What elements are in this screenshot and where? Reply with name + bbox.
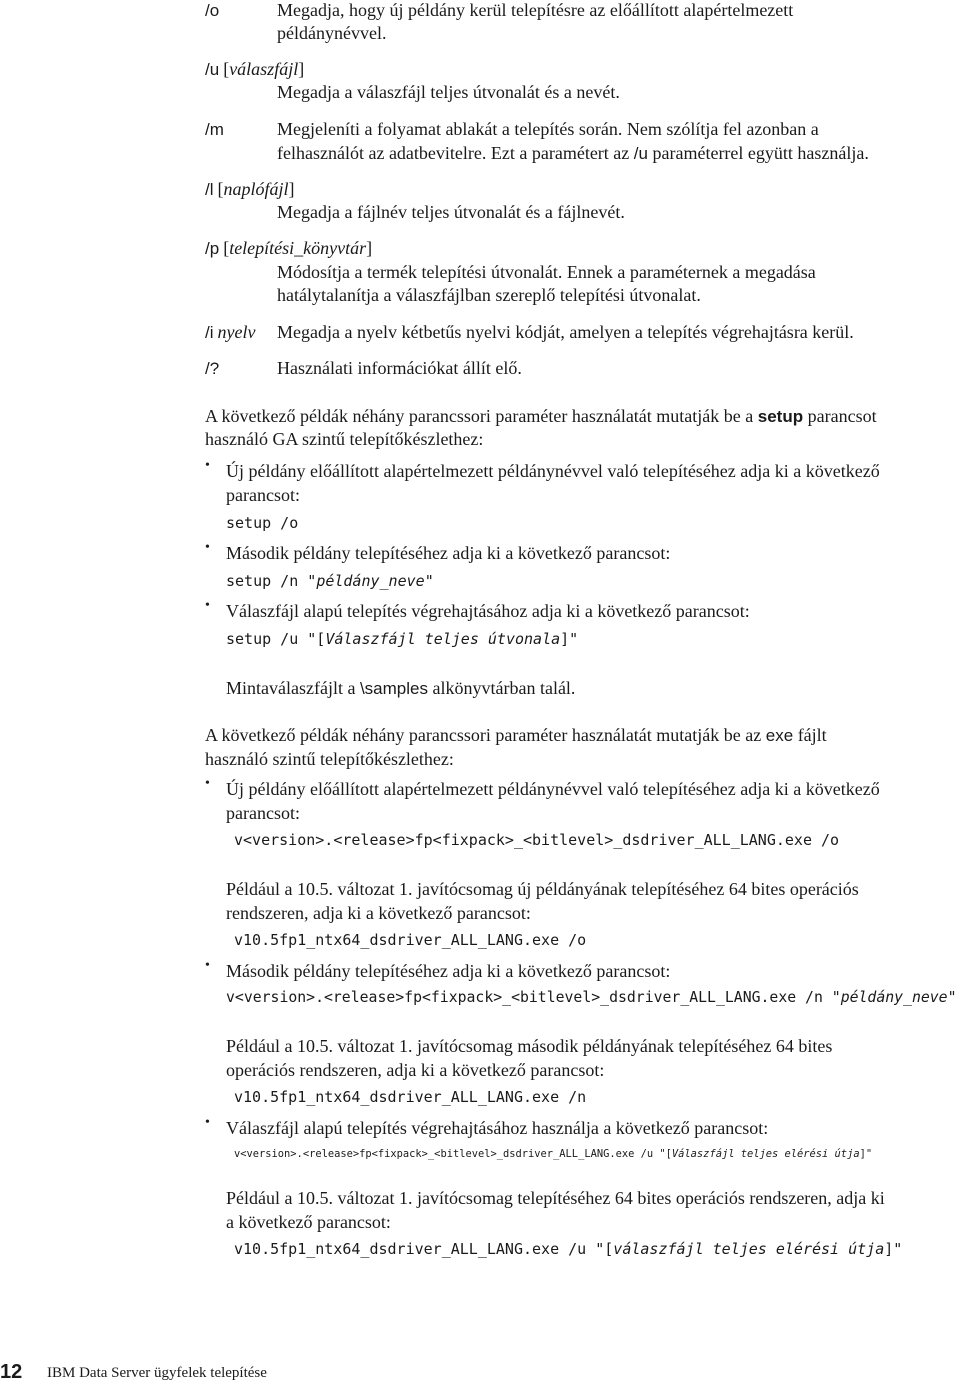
exe-b1-example-2: rendszeren, adja ki a következő parancsot:	[226, 903, 531, 923]
param-p-desc-1: Módosítja a termék telepítési útvonalát. Ennek a paraméternek a megadása	[277, 262, 816, 282]
param-i-term	[205, 319, 255, 347]
footer-title: IBM Data Server ügyfelek telepítése	[47, 1365, 267, 1381]
setup-b1-text-2: parancsot:	[226, 485, 300, 505]
exe-b3-example-2: a következő parancsot:	[226, 1212, 391, 1232]
samples-note-a: Mintaválaszfájlt a	[226, 678, 360, 698]
setup-command-name: setup	[757, 407, 804, 426]
exe-b3-example-code	[234, 1239, 902, 1259]
param-help-flag: /?	[205, 359, 220, 378]
page-number: 12	[0, 1361, 23, 1383]
setup-b2-text: Második példány telepítéséhez adja ki a következő parancsot:	[226, 543, 671, 563]
exe-b1-example-code: v10.5fp1_ntx64_dsdriver_ALL_LANG.exe /o	[234, 931, 587, 949]
param-u-arg: válaszfájl	[229, 59, 299, 79]
setup-b3-code-a: setup /u "[	[226, 630, 326, 648]
param-m-flag: /m	[205, 120, 224, 139]
bullet-icon: •	[205, 776, 210, 791]
exe-b3-code	[234, 1146, 872, 1162]
param-o-desc-1: Megadja, hogy új példány kerül telepítésre az előállított alapértelmezett	[277, 0, 794, 20]
exe-b3-code-a: v<version>.<release>fp<fixpack>_<bitlevel>_dsdriver_ALL_LANG.exe /u "[	[234, 1148, 672, 1160]
param-i-arg: nyelv	[217, 322, 256, 342]
param-u-desc: Megadja a válaszfájl teljes útvonalát és a nevét.	[277, 82, 620, 102]
setup-b1-text-1: Új példány előállított alapértelmezett példánynévvel való telepítéséhez adja ki a következő	[226, 461, 880, 481]
bullet-icon: •	[205, 1115, 210, 1130]
setup-b2-code-arg: példány_neve	[316, 572, 425, 590]
setup-b2-code	[226, 571, 434, 591]
bullet-icon: •	[205, 958, 210, 973]
exe-intro-line-2: használó szintű telepítőkészlethez:	[205, 749, 454, 769]
param-u-open: [	[223, 59, 230, 79]
param-i-flag: /i	[205, 323, 214, 342]
exe-b1-code: v<version>.<release>fp<fixpack>_<bitlevel>_dsdriver_ALL_LANG.exe /o	[234, 831, 840, 849]
param-m-desc-flag: /u	[633, 144, 648, 163]
exe-b2-code-b: "	[947, 989, 957, 1006]
exe-b2-example-code: v10.5fp1_ntx64_dsdriver_ALL_LANG.exe /n	[234, 1088, 587, 1106]
exe-b1-text-1: Új példány előállított alapértelmezett példánynévvel való telepítéséhez adja ki a következő	[226, 779, 880, 799]
param-m-desc-2b: paraméterrel együtt használja.	[647, 143, 869, 163]
exe-b3-code-b: ]"	[859, 1148, 873, 1160]
param-i-desc: Megadja a nyelv kétbetűs nyelvi kódját, amelyen a telepítés végrehajtásra kerül.	[277, 322, 854, 342]
param-p-desc-2: hatálytalanítja a válaszfájlban szereplő telepítési útvonalat.	[277, 285, 701, 305]
param-p-open: [	[223, 238, 230, 258]
setup-b3-code	[226, 629, 578, 649]
setup-intro-text-b: parancsot	[803, 406, 877, 426]
exe-b3-example-code-a: v10.5fp1_ntx64_dsdriver_ALL_LANG.exe /u "[	[234, 1240, 614, 1258]
param-u-close: ]	[298, 59, 305, 79]
exe-b2-code-arg: példány_neve	[840, 989, 948, 1006]
bullet-icon: •	[205, 458, 210, 473]
exe-b2-example-2: operációs rendszeren, adja ki a következő parancsot:	[226, 1060, 605, 1080]
setup-intro-text-a: A következő példák néhány parancssori paraméter használatát mutatják be a	[205, 406, 758, 426]
setup-b1-code: setup /o	[226, 514, 299, 532]
samples-note-b: alkönyvtárban talál.	[427, 678, 576, 698]
exe-b2-text: Második példány telepítéséhez adja ki a következő parancsot:	[226, 961, 671, 981]
param-o-flag: /o	[205, 1, 220, 20]
exe-intro-text-b: fájlt	[793, 725, 827, 745]
param-m-desc-1: Megjeleníti a folyamat ablakát a telepítés során. Nem szólítja fel azonban a	[277, 119, 819, 139]
exe-b3-code-arg: Válaszfájl teljes elérési útja	[671, 1148, 860, 1160]
param-l-close: ]	[288, 179, 295, 199]
param-m-desc-2	[277, 140, 869, 167]
param-help-desc: Használati információkat állít elő.	[277, 358, 522, 378]
setup-b2-code-a: setup /n "	[226, 572, 317, 590]
exe-b3-example-1: Például a 10.5. változat 1. javítócsomag telepítéséhez 64 bites operációs rendszeren, adja ki	[226, 1188, 885, 1208]
exe-intro-text-a: A következő példák néhány parancssori paraméter használatát mutatják be az	[205, 725, 766, 745]
setup-b3-code-b: ]"	[560, 630, 579, 648]
exe-b2-code	[226, 988, 957, 1008]
exe-b2-code-a: v<version>.<release>fp<fixpack>_<bitlevel>_dsdriver_ALL_LANG.exe /n "	[226, 989, 841, 1006]
exe-b1-text-2: parancsot:	[226, 803, 300, 823]
setup-b3-text: Válaszfájl alapú telepítés végrehajtásához adja ki a következő parancsot:	[226, 601, 750, 621]
param-l-arg: naplófájl	[223, 179, 289, 199]
exe-intro-line-1	[205, 722, 827, 749]
setup-b3-code-arg: Válaszfájl teljes útvonala	[325, 630, 561, 648]
setup-b2-code-b: "	[424, 572, 434, 590]
samples-directory: \samples	[359, 679, 428, 698]
exe-b3-example-code-arg: válaszfájl teljes elérési útja	[613, 1240, 885, 1258]
samples-note	[226, 675, 575, 702]
exe-b3-text: Válaszfájl alapú telepítés végrehajtásához használja a következő parancsot:	[226, 1118, 769, 1138]
exe-b3-example-code-b: ]"	[884, 1240, 903, 1258]
param-u-flag: /u	[205, 60, 220, 79]
exe-command-name: exe	[765, 726, 794, 745]
param-p-flag: /p	[205, 239, 220, 258]
param-o-desc-2: példánynévvel.	[277, 23, 387, 43]
bullet-icon: •	[205, 598, 210, 613]
bullet-icon: •	[205, 540, 210, 555]
param-p-close: ]	[366, 238, 373, 258]
param-p-arg: telepítési_könyvtár	[229, 238, 367, 258]
setup-intro-line-2: használó GA szintű telepítőkészlethez:	[205, 429, 484, 449]
param-m-desc-2a: felhasználót az adatbevitelre. Ezt a paramétert az	[277, 143, 634, 163]
param-l-flag: /l	[205, 180, 214, 199]
param-l-desc: Megadja a fájlnév teljes útvonalát és a fájlnevét.	[277, 202, 625, 222]
exe-b2-example-1: Például a 10.5. változat 1. javítócsomag második példányának telepítéséhez 64 bites	[226, 1036, 833, 1056]
param-l-open: [	[217, 179, 224, 199]
exe-b1-example-1: Például a 10.5. változat 1. javítócsomag új példányának telepítéséhez 64 bites operációs	[226, 879, 859, 899]
